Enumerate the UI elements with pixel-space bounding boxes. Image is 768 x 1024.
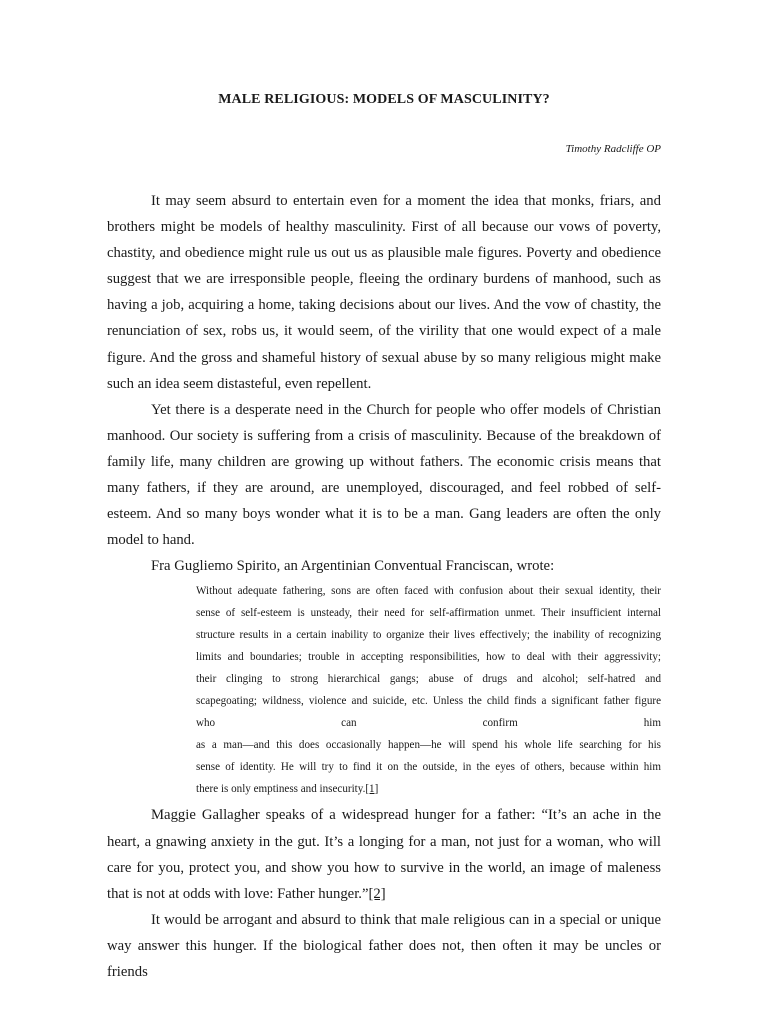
quote-line: sense of self-esteem is unsteady, their need for self-affirmation unmet. Their insufficient internal bbox=[196, 607, 661, 620]
paragraph-5: It would be arrogant and absurd to think that male religious can in a special or unique way answer this hunger. If the biological father does not, then often it may be uncles or friends bbox=[107, 911, 661, 981]
footnote-link-1[interactable]: [1] bbox=[365, 782, 379, 795]
document-body bbox=[107, 188, 661, 985]
document-title: MALE RELIGIOUS: MODELS OF MASCULINITY? bbox=[218, 92, 550, 107]
block-quote bbox=[196, 581, 661, 800]
author-byline: Timothy Radcliffe OP bbox=[565, 143, 661, 155]
quote-line: structure results in a certain inability to organize their lives effectively; the inability of recognizing bbox=[196, 629, 661, 642]
quote-line: their clinging to strong hierarchical gangs; abuse of drugs and alcohol; self-hatred and bbox=[196, 673, 661, 686]
paragraph-3: Fra Gugliemo Spirito, an Argentinian Conventual Franciscan, wrote: bbox=[151, 558, 555, 575]
quote-last-text: there is only emptiness and insecurity. bbox=[196, 782, 366, 795]
quote-line: sense of identity. He will try to find it on the outside, in the eyes of others, because within him bbox=[196, 760, 661, 773]
paragraph-4-text: Maggie Gallagher speaks of a widespread hunger for a father: “It’s an ache in the heart, a gnawing anxiety in the gut. It’s a longing for a man, not just for a woman, who will care for you, protect you, and show you how to survive in the world, an image of maleness that is not at odds with love: Father hunger.” bbox=[107, 807, 661, 902]
quote-line-last bbox=[196, 779, 661, 801]
quote-line: who can confirm him bbox=[196, 716, 661, 729]
footnote-link-2[interactable]: [2] bbox=[368, 885, 386, 902]
quote-line: limits and boundaries; trouble in accepting responsibilities, how to deal with their aggressivity; bbox=[196, 651, 661, 664]
paragraph-1: It may seem absurd to entertain even for a moment the idea that monks, friars, and brothers might be models of healthy masculinity. First of all because our vows of poverty, chastity, and obedience might rule us out us as plausible male figures. Poverty and obedience suggest that we are irresponsible people, fleeing the ordinary burdens of manhood, such as having a job, acquiring a home, taking decisions about our lives. And the vow of chastity, the renunciation of sex, robs us, it would seem, of the virility that one would expect of a male figure. And the gross and shameful history of sexual abuse by so many religious might make such an idea seem distasteful, even repellent. bbox=[107, 193, 661, 392]
quote-line: scapegoating; wildness, violence and suicide, etc. Unless the child finds a significant father figure bbox=[196, 694, 661, 707]
paragraph-4 bbox=[107, 802, 661, 906]
quote-line: Without adequate fathering, sons are often faced with confusion about their sexual identity, their bbox=[196, 585, 661, 598]
quote-line: as a man—and this does occasionally happen—he will spend his whole life searching for his bbox=[196, 738, 661, 751]
paragraph-2: Yet there is a desperate need in the Church for people who offer models of Christian manhood. Our society is suffering from a crisis of masculinity. Because of the breakdown of family life, many children are growing up without fathers. The economic crisis means that many fathers, if they are around, are unemployed, discouraged, and feel robbed of self-esteem. And so many boys wonder what it is to be a man. Gang leaders are often the only model to hand. bbox=[107, 401, 661, 549]
